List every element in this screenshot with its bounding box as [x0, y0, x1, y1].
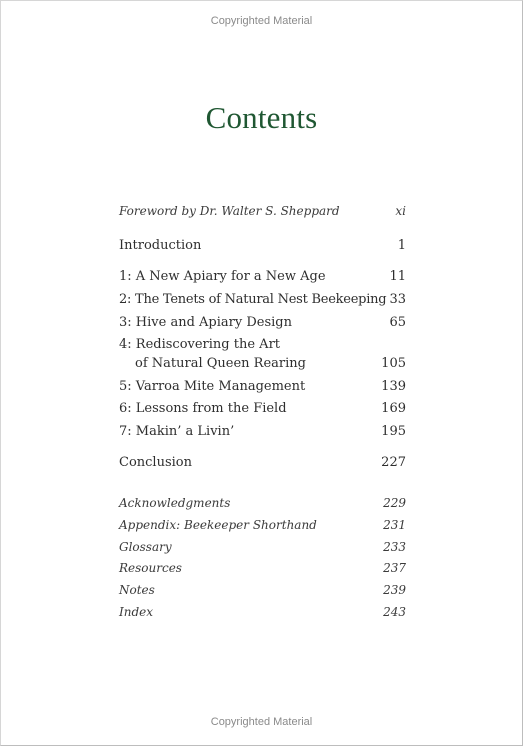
toc-entry-label: 2: The Tenets of Natural Nest Beekeeping: [119, 292, 387, 307]
toc-entry-label: 3: Hive and Apiary Design: [119, 315, 292, 330]
toc-entry-page: 195: [381, 424, 406, 439]
copyright-watermark-bottom: Copyrighted Material: [210, 716, 313, 728]
toc-entry-label: 7: Makin’ a Livin’: [119, 424, 235, 439]
toc-entry-label: Notes: [119, 583, 155, 597]
toc-entry-page: 239: [383, 583, 406, 597]
copyright-watermark-top: Copyrighted Material: [210, 15, 313, 27]
toc-entry-page: 227: [381, 455, 406, 470]
toc-entry-page: 243: [383, 605, 406, 619]
toc-entry-label: Acknowledgments: [119, 496, 231, 510]
toc-entry-page: 33: [389, 292, 406, 307]
toc-entry-label: 6: Lessons from the Field: [119, 401, 287, 416]
toc-entry-page: 1: [397, 238, 406, 253]
toc-entry-label: Index: [119, 605, 154, 619]
toc-entry-label-line-2: of Natural Queen Rearing: [135, 356, 306, 371]
toc-entry-page: 105: [381, 356, 406, 371]
toc-entry-page: 139: [381, 379, 406, 394]
toc-entry-page: 231: [383, 518, 406, 532]
toc-entry-page: 65: [389, 315, 406, 330]
toc-entry-label: 5: Varroa Mite Management: [119, 379, 306, 394]
toc-entry-label: Glossary: [119, 540, 172, 554]
toc-entry-page: 229: [383, 496, 406, 510]
toc-entry-page: 11: [389, 269, 406, 284]
toc-entry-page: 237: [383, 561, 406, 575]
toc-entry-label: Foreword by Dr. Walter S. Sheppard: [119, 204, 340, 218]
toc-entry-label: [119, 335, 306, 373]
toc-entry-label: 1: A New Apiary for a New Age: [119, 269, 326, 284]
toc-entry-page: 233: [383, 540, 406, 554]
toc-entry-label: Conclusion: [119, 455, 192, 470]
toc-entry-label: Introduction: [119, 238, 202, 253]
toc-entry-page: xi: [395, 204, 406, 218]
toc-entry-page: 169: [381, 401, 406, 416]
toc-entry-label-line-1: 4: Rediscovering the Art: [119, 337, 281, 352]
page-title: Contents: [205, 100, 318, 135]
toc-entry-label: Appendix: Beekeeper Shorthand: [119, 518, 317, 532]
toc-entry-label: Resources: [119, 561, 182, 575]
